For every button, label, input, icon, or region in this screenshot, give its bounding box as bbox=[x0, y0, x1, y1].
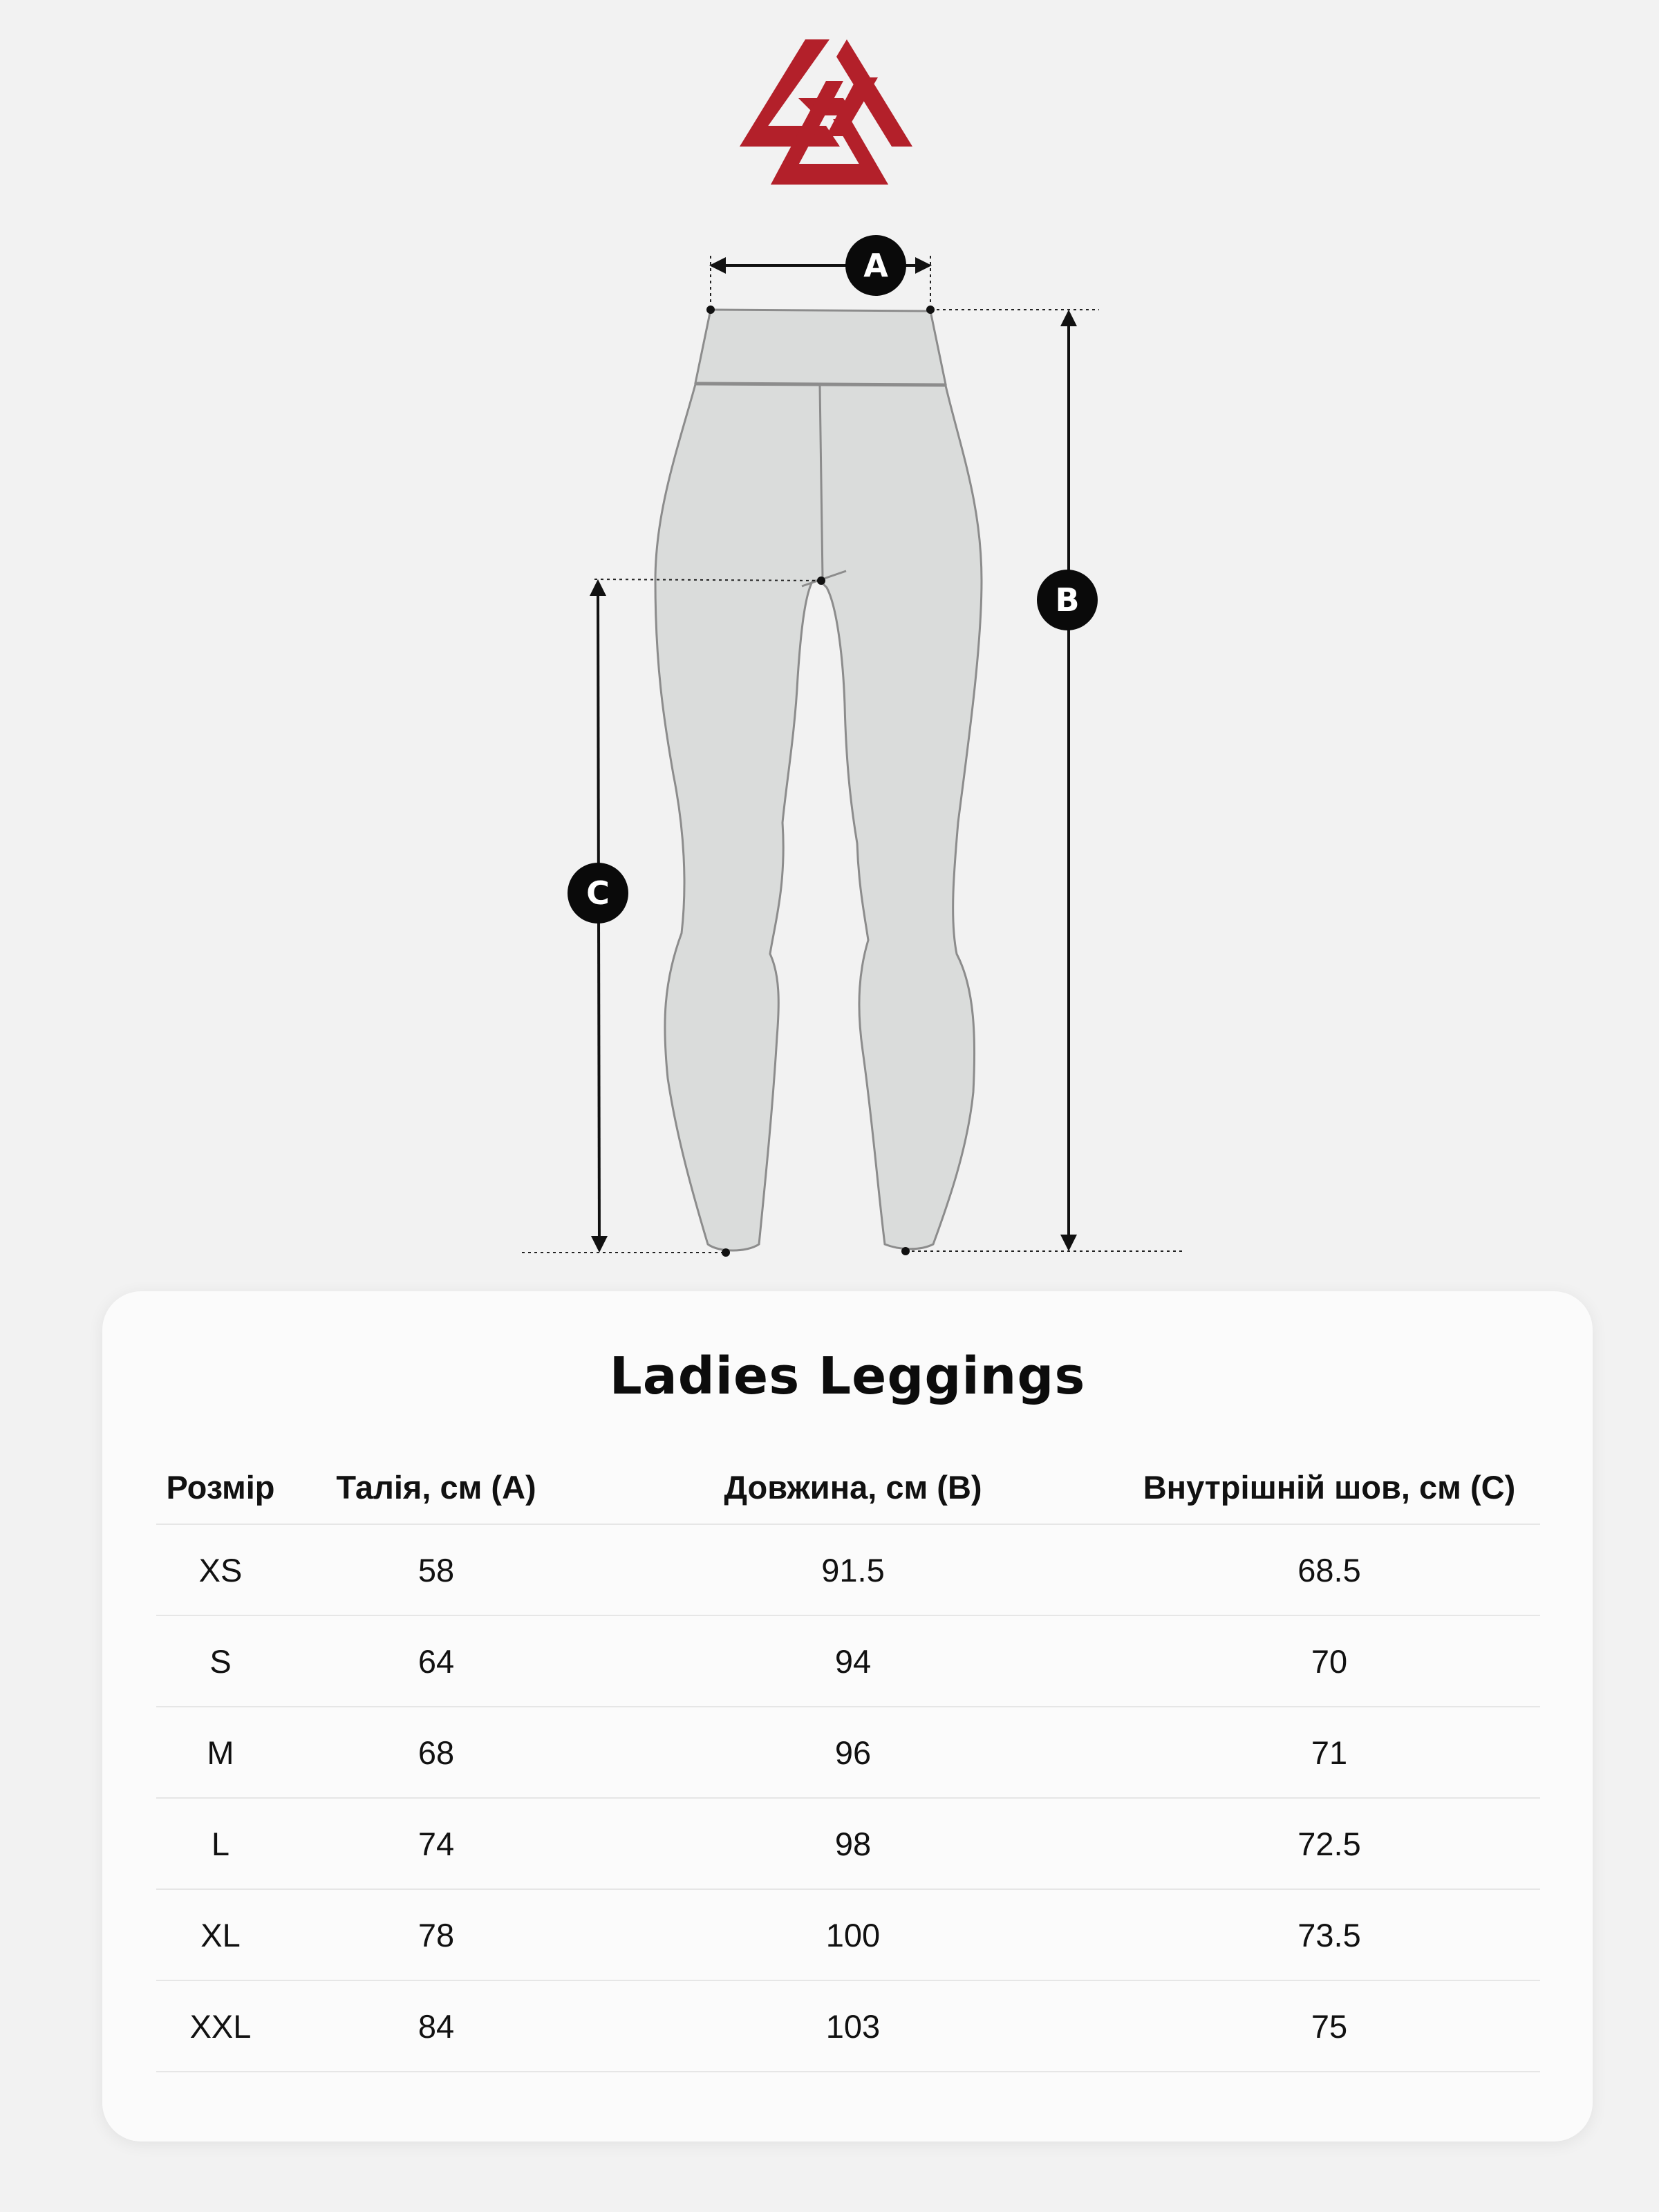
marker-c-badge bbox=[568, 863, 628, 924]
table-row bbox=[156, 1980, 1540, 2072]
brand-logo-icon bbox=[740, 36, 912, 188]
table-row bbox=[156, 1798, 1540, 1889]
cell-size: XL bbox=[156, 1889, 285, 1980]
marker-b-badge bbox=[1037, 570, 1098, 630]
cell-length: 98 bbox=[588, 1798, 1118, 1889]
cell-length: 103 bbox=[588, 1980, 1118, 2072]
header-waist: Талія, см (A) bbox=[285, 1450, 588, 1524]
size-chart-card bbox=[102, 1291, 1593, 2141]
marker-a-label: A bbox=[863, 247, 888, 284]
cell-inseam: 75 bbox=[1118, 1980, 1540, 2072]
cell-waist: 78 bbox=[285, 1889, 588, 1980]
table-row bbox=[156, 1615, 1540, 1707]
cell-size: M bbox=[156, 1707, 285, 1798]
marker-b-label: B bbox=[1055, 581, 1080, 619]
cell-size: XXL bbox=[156, 1980, 285, 2072]
table-header-row bbox=[156, 1450, 1540, 1524]
table-row bbox=[156, 1707, 1540, 1798]
cell-waist: 74 bbox=[285, 1798, 588, 1889]
cell-length: 91.5 bbox=[588, 1524, 1118, 1615]
cell-inseam: 71 bbox=[1118, 1707, 1540, 1798]
cell-inseam: 70 bbox=[1118, 1615, 1540, 1707]
card-title: Ladies Leggings bbox=[609, 1347, 1086, 1406]
size-table bbox=[156, 1450, 1540, 2072]
cell-waist: 68 bbox=[285, 1707, 588, 1798]
cell-waist: 58 bbox=[285, 1524, 588, 1615]
marker-a-badge bbox=[845, 235, 906, 296]
cell-waist: 84 bbox=[285, 1980, 588, 2072]
cell-size: XS bbox=[156, 1524, 285, 1615]
cell-length: 100 bbox=[588, 1889, 1118, 1980]
cell-length: 96 bbox=[588, 1707, 1118, 1798]
cell-waist: 64 bbox=[285, 1615, 588, 1707]
header-length: Довжина, см (B) bbox=[588, 1450, 1118, 1524]
table-row bbox=[156, 1524, 1540, 1615]
header-inseam: Внутрішній шов, см (C) bbox=[1118, 1450, 1540, 1524]
table-row bbox=[156, 1889, 1540, 1980]
cell-inseam: 72.5 bbox=[1118, 1798, 1540, 1889]
leggings-illustration bbox=[655, 310, 982, 1250]
marker-c-label: C bbox=[586, 874, 610, 912]
cell-inseam: 68.5 bbox=[1118, 1524, 1540, 1615]
cell-size: L bbox=[156, 1798, 285, 1889]
cell-inseam: 73.5 bbox=[1118, 1889, 1540, 1980]
leggings-measurement-diagram bbox=[0, 221, 1659, 1272]
cell-size: S bbox=[156, 1615, 285, 1707]
header-size: Розмір bbox=[156, 1450, 285, 1524]
cell-length: 94 bbox=[588, 1615, 1118, 1707]
